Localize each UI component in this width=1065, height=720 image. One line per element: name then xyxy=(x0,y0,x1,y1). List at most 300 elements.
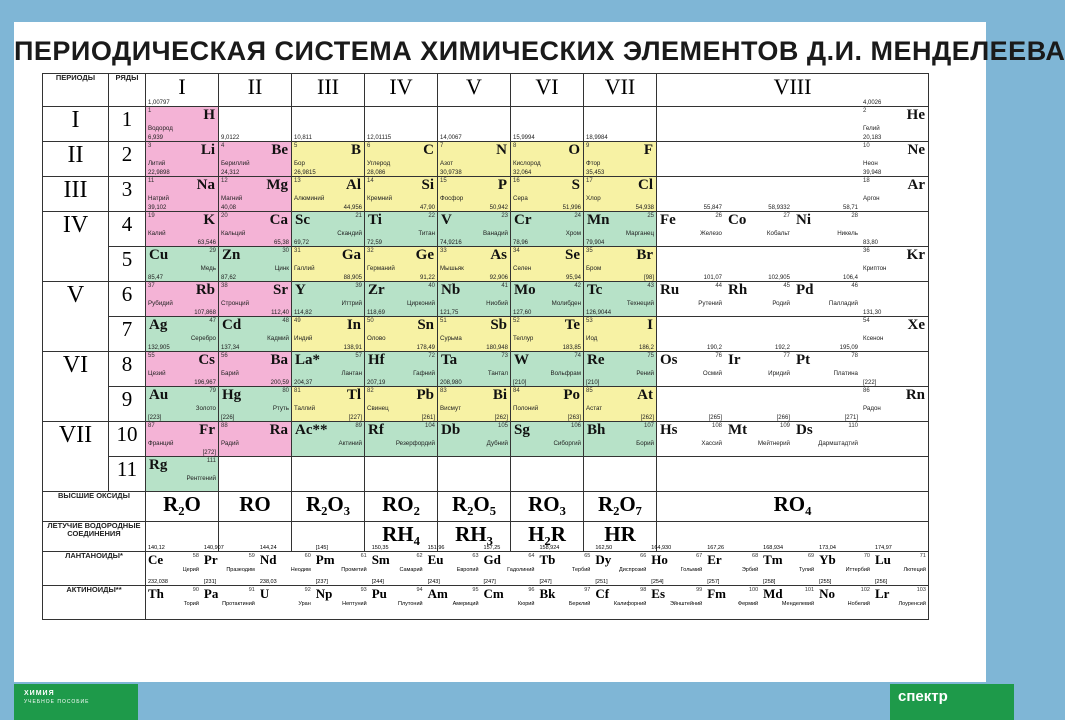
element-name: Бром xyxy=(586,265,602,272)
atomic-mass: 79,904 xyxy=(586,240,605,246)
atomic-mass: 114,82 xyxy=(294,310,312,316)
element-name: Радий xyxy=(221,440,239,447)
row-label: 5 xyxy=(109,247,146,282)
atomic-mass: [247] xyxy=(483,579,496,585)
atomic-number: 43 xyxy=(647,283,654,289)
element-symbol: Cu xyxy=(149,247,169,263)
element-name: Цезий xyxy=(148,370,166,377)
atomic-mass: [254] xyxy=(651,579,664,585)
atomic-number: 14 xyxy=(367,178,374,184)
atomic-mass: [255] xyxy=(819,579,832,585)
element-name: Серебро xyxy=(190,335,216,342)
atomic-mass: 39,948 xyxy=(863,170,882,176)
table-row xyxy=(43,457,929,492)
atomic-mass: 35,453 xyxy=(586,170,605,176)
actinides-label: АКТИНОИДЫ** xyxy=(43,586,146,620)
element-symbol: I xyxy=(647,317,653,333)
element-name: Лантан xyxy=(341,370,362,377)
atomic-mass: 186,2 xyxy=(638,345,654,351)
group-viii-cell xyxy=(657,100,929,142)
group-viii-cell xyxy=(657,205,929,247)
element-symbol: Pd xyxy=(796,282,814,298)
element-symbol: Tc xyxy=(587,282,603,298)
element-name: Ксенон xyxy=(863,335,884,342)
element-name: Актиний xyxy=(338,440,362,447)
element-symbol: Fm xyxy=(707,586,726,601)
element-symbol: Kr xyxy=(906,247,925,263)
element-name: Молибден xyxy=(551,300,581,307)
atomic-number: 19 xyxy=(148,213,155,219)
atomic-mass: 32,064 xyxy=(513,170,532,176)
element-name: Иридий xyxy=(768,370,790,377)
atomic-mass: 137,34 xyxy=(221,345,240,351)
element-name: Цирконий xyxy=(406,300,435,307)
atomic-number: 60 xyxy=(304,553,311,559)
element-symbol: Hf xyxy=(368,352,385,368)
element-symbol: Bh xyxy=(587,422,606,438)
element-symbol: N xyxy=(496,142,507,158)
atomic-number: 29 xyxy=(209,248,216,254)
element-name: Титан xyxy=(418,230,435,237)
atomic-number: 50 xyxy=(367,318,374,324)
atomic-mass: 158,924 xyxy=(539,545,560,551)
element-symbol: La* xyxy=(295,352,321,368)
element-symbol: H xyxy=(203,107,215,123)
row-label: 9 xyxy=(109,387,146,422)
atomic-number: 13 xyxy=(294,178,301,184)
oxide-formula: RO₃ xyxy=(511,492,584,522)
poster xyxy=(14,22,1065,705)
atomic-number: 42 xyxy=(574,283,581,289)
element-symbol: Sb xyxy=(490,317,507,333)
table-row xyxy=(43,492,929,522)
element-symbol: W xyxy=(514,352,529,368)
atomic-number: 46 xyxy=(851,283,858,289)
element-name: Германий xyxy=(367,265,395,272)
empty-cell xyxy=(219,457,292,492)
atomic-mass: 20,183 xyxy=(863,135,882,141)
table-row xyxy=(43,107,929,142)
element-name: Криптон xyxy=(863,265,887,272)
atomic-number: 48 xyxy=(282,318,289,324)
atomic-mass: [223] xyxy=(148,415,162,421)
element-symbol: Fe xyxy=(660,212,676,228)
element-symbol: Cf xyxy=(595,586,610,601)
oxide-formula: R₂O₅ xyxy=(438,492,511,522)
element-symbol: Pa xyxy=(203,586,219,601)
element-symbol: Hs xyxy=(660,422,678,438)
element-symbol: Cm xyxy=(483,586,504,601)
element-symbol: Ge xyxy=(415,247,434,263)
atomic-number: 108 xyxy=(711,423,722,429)
atomic-mass: 192,2 xyxy=(774,345,790,351)
element-rg[interactable] xyxy=(146,450,219,492)
atomic-number: 3 xyxy=(148,143,152,149)
atomic-mass: [237] xyxy=(315,579,328,585)
atomic-number: 5 xyxy=(294,143,298,149)
atomic-number: 83 xyxy=(440,388,447,394)
element-symbol: O xyxy=(568,142,580,158)
element-db[interactable] xyxy=(438,415,511,457)
atomic-number: 45 xyxy=(783,283,790,289)
atomic-mass: 58,71 xyxy=(842,205,858,211)
element-symbol: Co xyxy=(728,212,747,228)
element-name: Рентгений xyxy=(186,475,216,482)
element-bh[interactable] xyxy=(584,415,657,457)
atomic-mass: 204,37 xyxy=(294,380,313,386)
atomic-number: 81 xyxy=(294,388,301,394)
element-name: Скандий xyxy=(337,230,362,237)
atomic-number: 17 xyxy=(586,178,593,184)
atomic-number: 101 xyxy=(804,587,815,593)
element-ac[interactable] xyxy=(292,415,365,457)
oxide-formula: RO₂ xyxy=(365,492,438,522)
element-symbol: Os xyxy=(660,352,678,368)
atomic-mass: [247] xyxy=(539,579,552,585)
atomic-mass: 10,811 xyxy=(294,135,312,141)
element-name: Франций xyxy=(148,440,174,447)
element-symbol: Th xyxy=(148,586,164,601)
atomic-number: 20 xyxy=(221,213,228,219)
atomic-mass: 74,9216 xyxy=(440,240,462,246)
atomic-mass: 91,22 xyxy=(419,275,435,281)
element-name: Гелий xyxy=(863,125,880,132)
atomic-mass: 190,2 xyxy=(706,345,722,351)
atomic-number: 103 xyxy=(916,587,926,593)
atomic-mass: 87,62 xyxy=(221,275,237,281)
periodic-table xyxy=(42,73,929,620)
atomic-mass: [231] xyxy=(203,579,217,585)
element-symbol: Tl xyxy=(346,387,361,403)
footer-brand-left xyxy=(14,684,138,720)
atomic-mass: 162,50 xyxy=(595,545,613,551)
element-symbol: Br xyxy=(636,247,653,263)
page-title: ПЕРИОДИЧЕСКАЯ СИСТЕМА ХИМИЧЕСКИХ ЭЛЕМЕНТОВ Д.И. МЕНДЕЛЕЕВА xyxy=(14,36,1065,66)
group-viii-cell xyxy=(657,170,929,212)
element-symbol: Ar xyxy=(907,177,925,193)
atomic-number: 2 xyxy=(863,108,867,114)
element-name: Золото xyxy=(195,405,216,412)
atomic-mass: 107,868 xyxy=(194,310,216,316)
element-symbol: Hg xyxy=(222,387,242,403)
period-label: I xyxy=(43,107,109,142)
atomic-mass: 22,9898 xyxy=(148,170,170,176)
group-header-3: III xyxy=(292,74,365,107)
element-name: Бор xyxy=(294,160,305,167)
oxides-label: ВЫСШИЕ ОКСИДЫ xyxy=(43,492,146,522)
atomic-number: 7 xyxy=(440,143,444,149)
atomic-number: 35 xyxy=(586,248,593,254)
element-name: Мышьяк xyxy=(440,265,464,272)
atomic-mass: 47,90 xyxy=(419,205,435,211)
element-name: Дармштадтий xyxy=(818,440,858,447)
atomic-number: 38 xyxy=(221,283,228,289)
element-sg[interactable] xyxy=(511,415,584,457)
hydride-formula: H₂R xyxy=(511,522,584,552)
element-name: Вольфрам xyxy=(550,370,581,377)
atomic-mass: 63,546 xyxy=(197,240,216,246)
atomic-number: 8 xyxy=(513,143,517,149)
period-label: VII xyxy=(43,422,109,492)
atomic-mass: 78,96 xyxy=(513,240,529,246)
atomic-mass: 126,9044 xyxy=(586,310,612,316)
atomic-mass: 174,97 xyxy=(874,545,892,551)
table-row xyxy=(43,142,929,177)
atomic-number: 26 xyxy=(715,213,722,219)
element-symbol: Rn xyxy=(905,387,925,403)
group-viii-cell xyxy=(657,240,929,282)
element-symbol: Pm xyxy=(315,552,335,567)
atomic-number: 82 xyxy=(367,388,374,394)
atomic-number: 92 xyxy=(304,587,311,593)
atomic-mass: [261] xyxy=(421,415,435,421)
atomic-mass: [227] xyxy=(348,415,362,421)
table-row xyxy=(43,247,929,282)
oxide-formula: R₂O xyxy=(146,492,219,522)
element-name: Рутений xyxy=(698,300,722,307)
atomic-mass: 15,9994 xyxy=(513,135,535,141)
atomic-number: 106 xyxy=(570,423,581,429)
element-name: Цинк xyxy=(274,265,289,272)
element-symbol: Ru xyxy=(660,282,680,298)
element-symbol: Ca xyxy=(269,212,288,228)
atomic-mass: [243] xyxy=(427,579,440,585)
element-name: Никель xyxy=(837,230,858,237)
element-name: Рений xyxy=(636,370,654,377)
element-name: Фермий xyxy=(737,601,759,607)
element-name: Резерфордий xyxy=(395,440,435,447)
atomic-number: 102 xyxy=(860,587,870,593)
atomic-number: 49 xyxy=(294,318,301,324)
oxide-formula: R₂O₇ xyxy=(584,492,657,522)
atomic-number: 59 xyxy=(248,553,255,559)
row-label: 8 xyxy=(109,352,146,387)
atomic-number: 44 xyxy=(715,283,722,289)
element-name: Натрий xyxy=(148,195,169,202)
element-symbol: Sc xyxy=(295,212,310,228)
element-symbol: Ga xyxy=(341,247,361,263)
element-name: Марганец xyxy=(625,230,654,237)
element-symbol: Yb xyxy=(819,552,836,567)
element-symbol: Er xyxy=(707,552,722,567)
group-header-5: V xyxy=(438,74,511,107)
element-name: Иттрий xyxy=(341,300,362,307)
element-name: Берклий xyxy=(568,601,591,607)
period-label: VI xyxy=(43,352,109,422)
element-name: Полоний xyxy=(513,405,539,412)
element-rf[interactable] xyxy=(365,415,438,457)
atomic-mass: 92,906 xyxy=(489,275,508,281)
element-ra[interactable] xyxy=(219,415,292,457)
element-symbol: Pt xyxy=(796,352,811,368)
element-name: Водород xyxy=(148,125,173,132)
atomic-mass: 180,948 xyxy=(486,345,508,351)
atomic-number: 39 xyxy=(355,283,362,289)
element-symbol: Lr xyxy=(874,586,890,601)
atomic-mass: 232,038 xyxy=(148,579,168,585)
footer-brand-right xyxy=(890,684,1014,720)
element-symbol: In xyxy=(346,317,361,333)
atomic-mass: 88,905 xyxy=(343,275,362,281)
atomic-mass: 18,9984 xyxy=(586,135,608,141)
atomic-number: 31 xyxy=(294,248,301,254)
atomic-mass: 121,75 xyxy=(440,310,459,316)
element-name: Диспрозий xyxy=(619,567,647,573)
atomic-mass: [98] xyxy=(643,275,654,281)
atomic-mass: 140,12 xyxy=(148,545,165,551)
element-symbol: Fr xyxy=(199,422,215,438)
element-symbol: Nb xyxy=(441,282,461,298)
element-symbol: Sm xyxy=(371,552,390,567)
element-symbol: Se xyxy=(565,247,580,263)
atomic-mass: 131,30 xyxy=(863,310,882,316)
element-name: Гольмий xyxy=(680,567,703,573)
group-header-6: VI xyxy=(511,74,584,107)
atomic-mass: 83,80 xyxy=(863,240,879,246)
atomic-mass: [251] xyxy=(595,579,608,585)
element-name: Стронций xyxy=(221,300,250,307)
element-symbol: Mo xyxy=(514,282,536,298)
element-name: Эйнштейний xyxy=(669,601,703,607)
atomic-mass: 101,07 xyxy=(703,275,722,281)
table-row xyxy=(43,586,929,620)
element-name: Хлор xyxy=(586,195,601,202)
element-name: Нобелий xyxy=(847,601,870,607)
atomic-mass: [262] xyxy=(494,415,508,421)
element-symbol: Ag xyxy=(149,317,168,333)
element-symbol: Mn xyxy=(587,212,610,228)
element-symbol: Gd xyxy=(483,552,501,567)
row-label: 4 xyxy=(109,212,146,247)
atomic-mass: 238,03 xyxy=(259,579,277,585)
element-name: Дубний xyxy=(486,440,508,447)
element-name: Лоуренсий xyxy=(898,601,926,607)
group-viii-cell xyxy=(657,380,929,422)
element-name: Медь xyxy=(200,265,216,272)
atomic-mass: 14,0067 xyxy=(440,135,462,141)
atomic-mass: [265] xyxy=(708,415,722,421)
atomic-mass: 4,0026 xyxy=(863,100,882,106)
element-name: Таллий xyxy=(294,405,316,412)
element-symbol: At xyxy=(637,387,653,403)
element-symbol: Rg xyxy=(149,457,168,473)
element-symbol: Cs xyxy=(198,352,215,368)
element-symbol: Dy xyxy=(595,552,612,567)
element-symbol: Ba xyxy=(270,352,288,368)
table-row xyxy=(43,74,929,107)
atomic-number: 52 xyxy=(513,318,520,324)
atomic-number: 86 xyxy=(863,388,870,394)
element-name: Нептуний xyxy=(342,601,367,607)
element-symbol: K xyxy=(203,212,215,228)
table-row xyxy=(43,282,929,317)
atomic-mass: 150,35 xyxy=(371,545,389,551)
atomic-number: 90 xyxy=(192,587,199,593)
row-label: 1 xyxy=(109,107,146,142)
atomic-number: 66 xyxy=(640,553,647,559)
atomic-mass: 30,9738 xyxy=(440,170,462,176)
element-name: Бериллий xyxy=(221,160,250,167)
atomic-mass: 102,905 xyxy=(768,275,790,281)
table-row xyxy=(43,177,929,212)
element-name: Кислород xyxy=(513,160,541,167)
atomic-mass: 72,59 xyxy=(367,240,383,246)
atomic-number: 105 xyxy=(497,423,508,429)
atomic-number: 111 xyxy=(206,458,216,464)
atomic-mass: 54,938 xyxy=(635,205,654,211)
element-symbol: Rb xyxy=(195,282,215,298)
element-name: Индий xyxy=(294,335,313,342)
element-name: Ванадий xyxy=(483,230,508,237)
atomic-number: 9 xyxy=(586,143,590,149)
element-symbol: Eu xyxy=(427,552,444,567)
atomic-number: 53 xyxy=(586,318,593,324)
period-label: IV xyxy=(43,212,109,282)
element-name: Олово xyxy=(367,335,386,342)
group-viii-cell xyxy=(657,310,929,352)
atomic-number: 62 xyxy=(416,553,423,559)
empty-cell xyxy=(584,457,657,492)
element-symbol: Re xyxy=(587,352,605,368)
atomic-number: 51 xyxy=(440,318,447,324)
element-name: Барий xyxy=(221,370,239,377)
table-row xyxy=(43,352,929,387)
atomic-mass: 44,956 xyxy=(343,205,362,211)
row-label: 2 xyxy=(109,142,146,177)
atomic-mass: 95,94 xyxy=(565,275,581,281)
atomic-number: 91 xyxy=(248,587,255,593)
element-symbol: Na xyxy=(196,177,215,193)
element-symbol: Au xyxy=(149,387,169,403)
element-symbol: Rf xyxy=(368,422,384,438)
element-symbol: Sn xyxy=(417,317,434,333)
element-symbol: Cr xyxy=(514,212,532,228)
atomic-mass: 58,9332 xyxy=(768,205,790,211)
atomic-mass: 178,49 xyxy=(416,345,435,351)
element-name: Неодим xyxy=(290,567,311,573)
element-name: Палладий xyxy=(828,300,858,307)
element-name: Плутоний xyxy=(397,601,423,607)
element-symbol: Ni xyxy=(796,212,811,228)
hydrides-label: ЛЕТУЧИЕ ВОДОРОДНЫЕ СОЕДИНЕНИЯ xyxy=(43,522,146,552)
row-label: 11 xyxy=(109,457,146,492)
atomic-number: 56 xyxy=(221,353,228,359)
atomic-number: 109 xyxy=(779,423,790,429)
atomic-mass: [262] xyxy=(640,415,654,421)
atomic-number: 40 xyxy=(428,283,435,289)
element-name: Протактиний xyxy=(222,601,255,607)
table-row xyxy=(43,387,929,422)
rows-header: РЯДЫ xyxy=(109,74,146,107)
element-symbol: Sg xyxy=(514,422,530,438)
element-symbol: No xyxy=(819,586,835,601)
atomic-number: 10 xyxy=(863,143,870,149)
atomic-number: 23 xyxy=(501,213,508,219)
element-symbol: Ir xyxy=(728,352,741,368)
element-symbol: Ti xyxy=(368,212,382,228)
atomic-number: 99 xyxy=(696,587,703,593)
element-name: Иттербий xyxy=(845,567,870,573)
element-symbol: Po xyxy=(563,387,580,403)
atomic-mass: [145] xyxy=(315,545,328,551)
element-symbol: C xyxy=(423,142,434,158)
row-label: 7 xyxy=(109,317,146,352)
atomic-mass: 112,40 xyxy=(271,310,289,316)
atomic-mass: 132,905 xyxy=(148,345,170,351)
element-symbol: Ra xyxy=(269,422,288,438)
element-symbol: Np xyxy=(315,586,333,601)
element-symbol: Es xyxy=(651,586,666,601)
